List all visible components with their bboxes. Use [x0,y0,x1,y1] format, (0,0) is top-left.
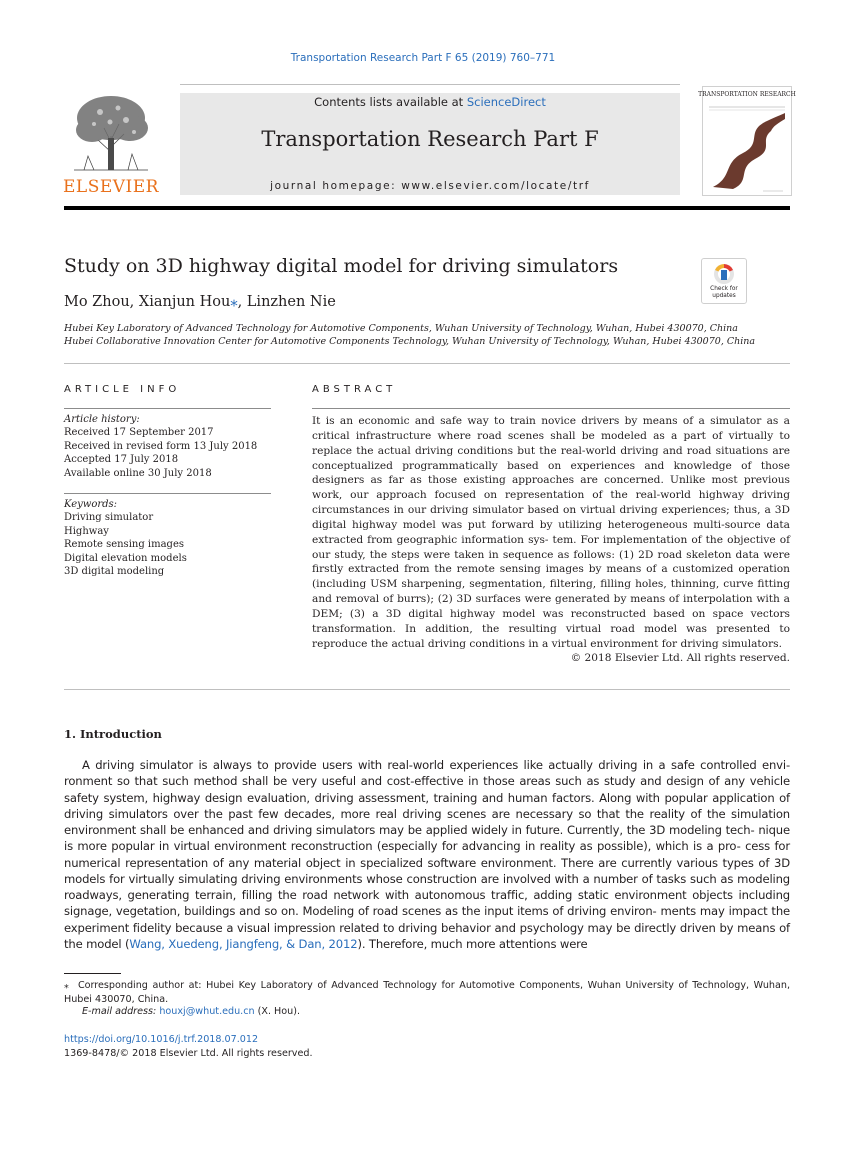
footnote-mark: ⁎ [64,980,69,991]
abstract-end-rule [64,689,790,690]
intro-text-part1: A driving simulator is always to provide users with real-world experiences like actually driving in a safe controlled envi- ronment so that such method shall be very useful and cost-effective in those areas such as study and design of any vehicle safety system, highway design evaluation, driving assessment, training and human factors. Along with popular application of driving simulators over the past few decades, more real driving scenes are necessary so that the reality of the simulation environment shall be enhanced and driving simulators may be applied widely in future. Currently, the 3D modeling tech- nique is more popular in virtual environment reconstruction (especially for advancing in reality as possible), which is a pro- cess for numerical representation of any material object in specialized software environment. There are currently various types of 3D models for virtually simulating driving environments whose construction are involved with a number of tasks such as modeling roadways, generating terrain, filling the road network with autonomous traffic, adding static environment objects including signage, vegetation, buildings and so on. Modeling of road scenes as the input items of driving environ- ments may impact the experiment fidelity because a visual impression related to driving behavior and psychology may be directly driven by means of the model ( [64,758,790,951]
keyword-item: Driving simulator [64,512,154,524]
corresponding-author-footnote [64,979,790,1006]
footnote-rule [64,973,121,974]
section-heading-introduction: 1. Introduction [64,727,162,741]
journal-cover-thumbnail[interactable] [698,86,796,196]
email-link[interactable]: houxj@whut.edu.cn [159,1006,255,1017]
keywords [64,498,187,578]
email-suffix: (X. Hou). [254,1006,301,1017]
crossmark-label: Check for updates [710,286,738,299]
elsevier-tree-icon [64,92,158,196]
corresponding-author-mark[interactable]: ⁎ [230,294,238,310]
check-for-updates-badge[interactable] [701,258,747,304]
header-thick-rule [64,206,790,210]
intro-text-part2: ). Therefore, much more attentions were [357,936,588,951]
email-label: E-mail address: [82,1006,157,1017]
article-info-heading: ARTICLE INFO [64,384,181,395]
history-item: Available online 30 July 2018 [64,467,212,479]
keyword-item: 3D digital modeling [64,566,165,578]
keyword-item: Highway [64,525,109,537]
abstract-rule [312,408,790,409]
article-history [64,413,257,480]
introduction-paragraph [64,757,790,952]
history-label: Article history: [64,414,140,425]
contents-prefix: Contents lists available at [314,95,467,109]
affiliation-rule [64,363,790,364]
journal-title: Transportation Research Part F [261,127,599,151]
citation-link[interactable]: Wang, Xuedeng, Jiangfeng, & Dan, 2012 [129,936,358,951]
abstract-text: It is an economic and safe way to train novice drivers by means of a simulator as a critical infrastructure where road scenes shall be modeled as a part of virtually to replace the actual driving conditions but the real-world driving and road situations are conceptualized programmatically based on experiences and knowledge of those designers as far as those existing approaches are concerned. Unlike most previous work, our approach focused on representation of the real-world highway driving circumstances in our driving simulator based on virtual driving experiences; thus, a 3D digital highway model was put forward by utilizing heterogeneous multi-source data extracted from geographic information sys- tem. For implementation of the objective of our study, the steps were taken in sequence as follows: (1) 2D road skeleton data were firstly extracted from the remote sensing images by means of a customized operation (including USM sharpening, segmentation, filtering, filling holes, thinning, curve fitting and removal of burrs); (2) 3D surfaces were generated by means of interpolation with a DEM; (3) a 3D digital highway model was reconstructed based on space vectors transformation. In addition, the resulting virtual road model was presented to reproduce the actual driving conditions in a virtual environment for driving simulators. [312,415,790,650]
issn-copyright: 1369-8478/© 2018 Elsevier Ltd. All rights reserved. [64,1048,313,1059]
article-info-rule [64,408,271,409]
history-item: Received in revised form 13 July 2018 [64,440,258,452]
elsevier-logo [64,92,158,196]
footnote-text: Corresponding author at: Hubei Key Laboratory of Advanced Technology for Automotive Components, Wuhan University of Technology, Wuhan, Hubei 430070, China. [64,980,790,1005]
history-item: Accepted 17 July 2018 [64,454,179,466]
affiliation-1: Hubei Key Laboratory of Advanced Technology for Automotive Components, Wuhan University of Technology, Wuhan, Hubei 430070, China [64,323,738,334]
homepage-prefix: journal homepage: [270,180,402,192]
crossmark-icon [702,259,746,303]
abstract-heading: ABSTRACT [312,384,397,395]
keywords-rule [64,493,271,494]
homepage-url[interactable]: www.elsevier.com/locate/trf [401,180,590,192]
elsevier-wordmark: ELSEVIER [63,177,159,197]
keyword-item: Digital elevation models [64,552,187,564]
journal-reference[interactable]: Transportation Research Part F 65 (2019) 760–771 [290,52,556,64]
history-item: Received 17 September 2017 [64,427,214,439]
abstract-copyright: © 2018 Elsevier Ltd. All rights reserved. [570,652,790,664]
sciencedirect-link[interactable]: ScienceDirect [466,95,546,109]
authors-main: Mo Zhou, Xianjun Hou [64,294,231,310]
contents-line [180,95,680,109]
keywords-label: Keywords: [64,499,118,510]
header-rule [180,84,680,85]
journal-homepage [180,180,680,192]
affiliation-2: Hubei Collaborative Innovation Center for Automotive Components Technology, Wuhan University of Technology, Wuhan, Hubei 430070, China [64,336,756,347]
email-footnote [82,1006,300,1017]
authors-rest: , Linzhen Nie [237,294,336,310]
cover-image [698,87,796,195]
cover-title: TRANSPORTATION RESEARCH [698,91,796,98]
doi-link[interactable]: https://doi.org/10.1016/j.trf.2018.07.012 [64,1034,259,1045]
author-list [64,294,336,310]
keyword-item: Remote sensing images [64,539,184,551]
article-title: Study on 3D highway digital model for driving simulators [64,255,619,277]
